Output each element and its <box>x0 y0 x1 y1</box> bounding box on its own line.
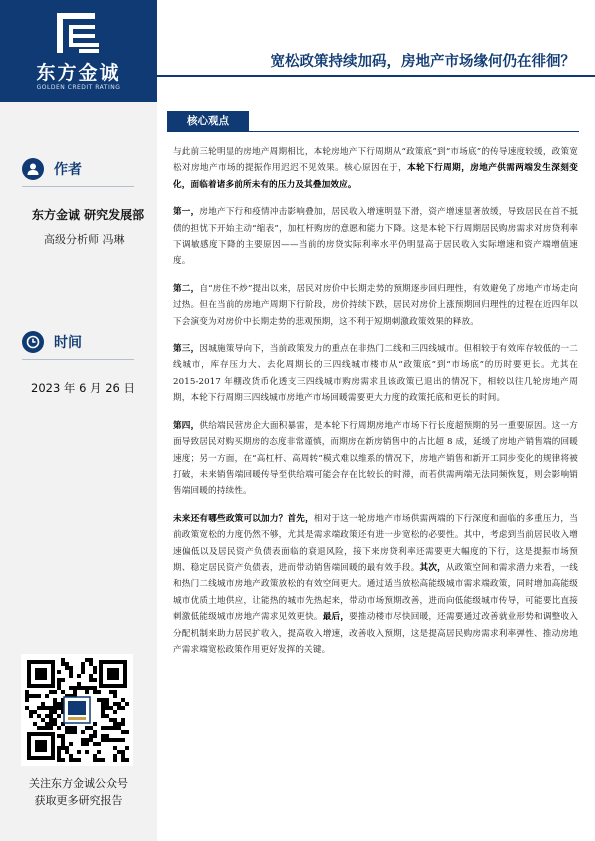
clock-icon <box>22 331 44 353</box>
key-points-tab: 核心观点 <box>167 111 249 131</box>
point-2-text: 自“房住不炒”提出以来，居民对房价中长期走势的预期逐步回归理性，有效避免了房地产市场走向过热。但在当前的房地产周期下行阶段，房价持续下跌，居民对房价上涨预期回归理性的过程在近四年以下会演变为对房价中长期走势的悲观预期，这不利于短期刺激政策效果的释放。 <box>173 283 578 327</box>
brand-name-en: GOLDEN CREDIT RATING <box>36 84 121 91</box>
title-divider <box>157 75 595 77</box>
point-2-lead: 第二， <box>173 283 200 294</box>
policy-paragraph <box>173 511 578 659</box>
point-1-text: 房地产下行和疫情冲击影响叠加，居民收入增速明显下滑，资产增速显著放缓，导致居民在首不抵债的担忧下开始主动“缩表”，加杠杆购房的意愿和能力下降。这是本轮下行周期居民购房需求对房贷利率下调敏感度下降的主要原因——当前的房贷实际利率水平仍明显高于居民收入实际增速和资产端增值速度。 <box>173 207 579 267</box>
person-icon <box>22 158 44 180</box>
point-3-paragraph <box>173 341 578 407</box>
point-1-lead: 第一， <box>173 207 200 218</box>
point-3-lead: 第三， <box>173 344 200 355</box>
time-divider <box>22 359 134 360</box>
policy-lead-b: 其次， <box>419 562 446 573</box>
report-date: 2023 年 6 月 26 日 <box>31 381 135 395</box>
author-label: 作者 <box>54 162 82 178</box>
brand-name: 东方金诚 <box>36 62 121 84</box>
policy-lead-c: 最后， <box>322 612 350 623</box>
qr-caption-line-2: 获取更多研究报告 <box>34 794 123 807</box>
point-4-lead: 第四， <box>173 420 200 431</box>
qr-caption-line-1: 关注东方金诚公众号 <box>29 777 128 790</box>
qr-caption <box>0 775 157 809</box>
point-3-text: 因城施策导向下，当前政策发力的重点在非热门二线和三四线城市。但相较于有效库存较低的一二线城市，库存压力大、去化周期长的三四线城市楼市从“政策底”到“市场底”的历时要更长。尤其在 2015-2017 年棚改货币化透支三四线城市购房需求且该政策已退出的情况下，相较以往几轮房地产周期，本轮下行周期三四线城市房地产市场回暖需要更大力度的政策托底和更长的时间。 <box>173 344 579 404</box>
qr-code-icon <box>21 654 133 766</box>
time-section-header <box>22 331 82 353</box>
policy-lead: 未来还有哪些政策可以加力？首先， <box>173 513 314 524</box>
point-2-paragraph <box>173 281 578 330</box>
intro-paragraph <box>173 144 578 193</box>
point-4-text: 供给端民营房企大面积暴雷，是本轮下行周期房地产市场下行长度超预期的另一重要原因。这一方面导致居民对购买期房的态度非常谨慎，而期房在新房销售中的占比超 8 成，延缓了房地产销售端的回暖速度；另一方面，在“高杠杆、高周转”模式难以维系的情况下，房地产销售和新开工同步变化的规律将被打破，未来销售端回暖传导至供给端可能会存在比较长的时滞，而若供需两端无法同频恢复，则会影响销售端回暖的持续性。 <box>173 420 579 497</box>
qr-code <box>21 654 133 766</box>
sidebar <box>0 0 157 841</box>
report-title: 宽松政策持续加码，房地产市场缘何仍在徘徊？ <box>270 54 575 70</box>
author-divider <box>22 186 134 187</box>
author-section-header <box>22 158 82 180</box>
intro-text: 与此前三轮明显的房地产周期相比，本轮房地产下行周期从“政策底”到“市场底”的传导速度较缓，政策宽松对房地产市场的提振作用迟迟不见效果。核心原因在于， <box>173 147 578 174</box>
policy-text-b: 从政策空间和需求潜力来看，一线和热门二线城市房地产政策放松的有效空间更大。通过适当放松高能级城市需求端政策，同时增加高能级城市优质土地供应，让能热的城市先热起来，带动市场预期改善，进而向低能级城市传导，可能要比直接刺激低能级城市房地产需求见效更快。 <box>173 562 578 623</box>
key-points-divider <box>167 131 579 132</box>
org-name: 东方金诚 研究发展部 <box>32 208 145 222</box>
brand-logo-icon <box>55 10 101 56</box>
policy-text-a: 相对于这一轮房地产市场供需两端的下行深度和面临的多重压力，当前政策宽松的力度仍然不够，尤其是需求端政策还有进一步宽松的必要性。其中，考虑到当前居民收入增速偏低以及居民资产负债表面临的衰退风险，接下来房贷利率还需要更大幅度的下行，这是提振市场预期、稳定居民资产负债表，进而带动销售端回暖的最有效手段。 <box>173 513 578 573</box>
report-body <box>173 144 578 669</box>
analyst-name: 高级分析师 冯琳 <box>44 233 125 246</box>
brand-logo-block <box>0 0 157 102</box>
intro-emphasis: 本轮下行周期，房地产供需两端发生深刻变化，面临着诸多前所未有的压力及其叠加效应。 <box>173 163 578 190</box>
point-1-paragraph <box>173 204 578 270</box>
time-label: 时间 <box>54 335 82 351</box>
policy-text-c: 要推动楼市尽快回暖，还需要通过改善就业形势和调整收入分配机制来助力居民扩收入，提高收入增速，改善收入预期，这是提高居民购房需求利率弹性、推动房地产需求端宽松政策作用更好发挥的关键。 <box>173 612 579 655</box>
point-4-paragraph <box>173 418 578 500</box>
